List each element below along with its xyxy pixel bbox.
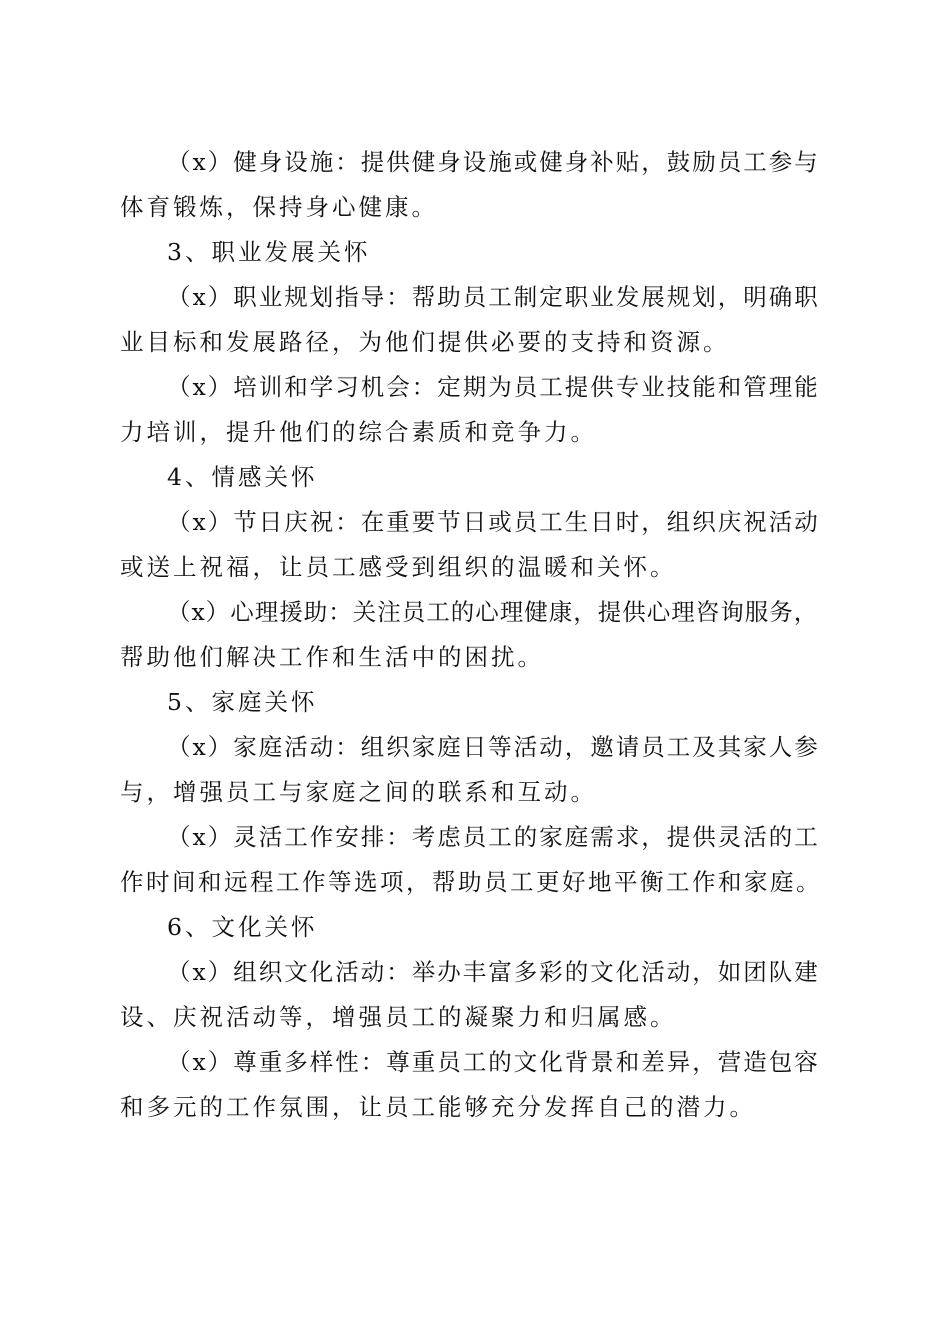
section-heading-family: 5、家庭关怀 xyxy=(167,688,318,716)
paragraph-diversity-line-1: （x）尊重多样性：尊重员工的文化背景和差异，营造包容 xyxy=(167,1048,820,1076)
document-body xyxy=(120,140,826,1130)
section-heading-culture: 6、文化关怀 xyxy=(167,913,318,941)
paragraph-flexible-work-line-1: （x）灵活工作安排：考虑员工的家庭需求，提供灵活的工 xyxy=(167,823,820,851)
paragraph-psychological-line-1: （x）心理援助：关注员工的心理健康，提供心理咨询服务， xyxy=(167,598,819,626)
paragraph-career-planning-line-1: （x）职业规划指导：帮助员工制定职业发展规划，明确职 xyxy=(167,283,820,311)
section-heading-career: 3、职业发展关怀 xyxy=(167,238,371,266)
paragraph-culture-activity-line-2: 设、庆祝活动等，增强员工的凝聚力和归属感。 xyxy=(120,1003,677,1031)
paragraph-training-line-1: （x）培训和学习机会：定期为员工提供专业技能和管理能 xyxy=(167,373,820,401)
paragraph-psychological-line-2: 帮助他们解决工作和生活中的困扰。 xyxy=(120,643,544,671)
paragraph-family-activity-line-1: （x）家庭活动：组织家庭日等活动，邀请员工及其家人参 xyxy=(167,733,820,761)
paragraph-career-planning-line-2: 业目标和发展路径，为他们提供必要的支持和资源。 xyxy=(120,328,730,356)
paragraph-culture-activity-line-1: （x）组织文化活动：举办丰富多彩的文化活动，如团队建 xyxy=(167,958,820,986)
paragraph-flexible-work-line-2: 作时间和远程工作等选项，帮助员工更好地平衡工作和家庭。 xyxy=(120,868,822,896)
paragraph-fitness-line-2: 体育锻炼，保持身心健康。 xyxy=(120,193,438,221)
paragraph-holiday-line-2: 或送上祝福，让员工感受到组织的温暖和关怀。 xyxy=(120,553,677,581)
section-heading-emotional: 4、情感关怀 xyxy=(167,463,318,491)
paragraph-family-activity-line-2: 与，增强员工与家庭之间的联系和互动。 xyxy=(120,778,597,806)
paragraph-holiday-line-1: （x）节日庆祝：在重要节日或员工生日时，组织庆祝活动 xyxy=(167,508,820,536)
paragraph-diversity-line-2: 和多元的工作氛围，让员工能够充分发挥自己的潜力。 xyxy=(120,1093,756,1121)
paragraph-fitness-line-1: （x）健身设施：提供健身设施或健身补贴，鼓励员工参与 xyxy=(167,148,820,176)
paragraph-training-line-2: 力培训，提升他们的综合素质和竞争力。 xyxy=(120,418,597,446)
